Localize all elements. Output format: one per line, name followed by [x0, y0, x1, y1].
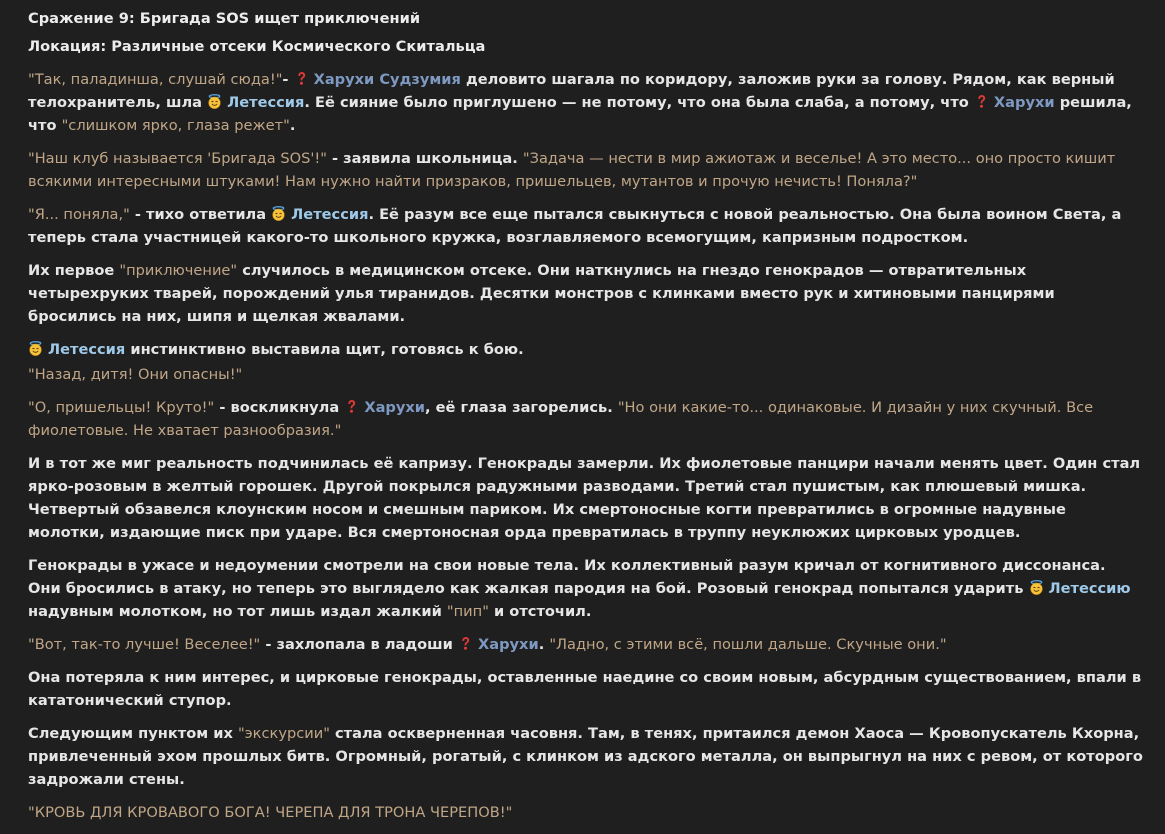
narration: - воскликнула	[214, 399, 345, 416]
smiling-face-with-halo-icon	[207, 94, 222, 109]
narration: инстинктивно выставила щит, готовясь к бою.	[125, 341, 524, 358]
quote: "Ладно, с этими всё, пошли дальше. Скучные они."	[549, 636, 947, 653]
character-name-letessia: Летессия	[227, 94, 305, 111]
paragraph-4	[28, 259, 1143, 328]
location-line: Локация: Различные отсеки Космического Скитальца	[28, 38, 486, 55]
paragraph-1	[28, 68, 1143, 137]
character-name-letessia: Летессию	[1048, 580, 1131, 597]
quote: "Задача — нести в мир ажиотаж и веселье! А это место... оно просто кишит всякими интересными штуками! Нам нужно найти призраков, пришельцев, мутантов и прочую нечисть! Поняла?"	[28, 150, 1116, 190]
quote: "экскурсии"	[237, 725, 330, 742]
narration: . Её разум все еще пытался свыкнуться с новой реальностью. Она была воином Света, а теперь стала участницей какого-то школьного кружка, возглавляемого всемогущим, капризным подростком.	[28, 206, 1122, 246]
quote: "Вот, так-то лучше! Веселее!"	[28, 636, 261, 653]
quote: "Наш клуб называется 'Бригада SOS'!"	[28, 150, 327, 167]
narration: решила, что	[28, 94, 1132, 134]
smiling-face-with-halo-icon	[28, 341, 43, 356]
quote: "Я... поняла,"	[28, 206, 130, 223]
character-name-haruhi: Харухи	[477, 636, 539, 653]
quote: "Назад, дитя! Они опасны!"	[28, 366, 243, 383]
paragraph-9	[28, 554, 1143, 623]
character-name-haruhi: Харухи	[993, 94, 1055, 111]
narration: надувным молотком, но тот лишь издал жалкий	[28, 603, 447, 620]
quote: "слишком ярко, глаза режет"	[61, 117, 290, 134]
quote: "Но они какие-то... одинаковые. И дизайн у них скучный. Все фиолетовые. Не хватает разнообразия."	[28, 399, 1094, 439]
paragraph-13	[28, 801, 1143, 824]
character-name-haruhi: Харухи Судзумия	[313, 71, 461, 88]
paragraph-12	[28, 722, 1143, 791]
question-mark-icon	[974, 94, 989, 109]
narration: .	[538, 636, 550, 653]
narration: И в тот же миг реальность подчинилась её капризу. Генокрады замерли. Их фиолетовые панцири начали менять цвет. Один стал ярко-розовым в желтый горошек. Другой покрылся радужными разводами. Третий стал пушистым, как плюшевый мишка. Четвертый обзавелся клоунским носом и смешным париком. Их смертоносные когти превратились в огромные надувные молотки, издающие писк при ударе. Вся смертоносная орда превратилась в труппу неуклюжих цирковых уродцев.	[28, 455, 1141, 541]
narration: случилось в медицинском отсеке. Они наткнулись на гнездо генокрадов — отвратительных четырехруких тварей, порождений улья тиранидов. Десятки монстров с клинками вместо рук и хитиновыми панцирями бросились на них, шипя и щелкая жвалами.	[28, 262, 1055, 325]
narration: стала оскверненная часовня. Там, в тенях, притаился демон Хаоса — Кровопускатель Кхорна, привлеченный эхом прошлых битв. Огромный, рогатый, с клинком из адского металла, он выпрыгнул на них с ревом, от которого задрожали стены.	[28, 725, 1143, 788]
smiling-face-with-halo-icon	[271, 206, 286, 221]
paragraph-2	[28, 147, 1143, 193]
smiling-face-with-halo-icon	[1029, 580, 1044, 595]
narration: - захлопала в ладоши	[260, 636, 458, 653]
character-name-letessia: Летессия	[291, 206, 369, 223]
narration: Следующим пунктом их	[28, 725, 238, 742]
quote: "приключение"	[119, 262, 238, 279]
narration: - заявила школьница.	[326, 150, 523, 167]
narration: -	[282, 71, 294, 88]
narration: и отсточил.	[488, 603, 592, 620]
quote: "КРОВЬ ДЛЯ КРОВАВОГО БОГА! ЧЕРЕПА ДЛЯ ТРОНА ЧЕРЕПОВ!"	[28, 804, 513, 821]
narration: , её глаза загорелись.	[425, 399, 618, 416]
quote: "пип"	[446, 603, 489, 620]
paragraph-7	[28, 396, 1143, 442]
question-mark-icon	[294, 71, 309, 86]
paragraph-10	[28, 633, 1143, 656]
character-name-letessia: Летессия	[48, 341, 126, 358]
paragraph-8	[28, 452, 1143, 544]
narration: Генокрады в ужасе и недоумении смотрели на свои новые тела. Их коллективный разум кричал от когнитивного диссонанса. Они бросились в атаку, но теперь это выглядело как жалкая пародия на бой. Розовый генокрад попытался ударить	[28, 557, 1106, 597]
narration: .	[289, 117, 296, 134]
question-mark-icon	[344, 399, 359, 414]
character-name-haruhi: Харухи	[364, 399, 426, 416]
quote: "О, пришельцы! Круто!"	[28, 399, 215, 416]
paragraph-11	[28, 666, 1143, 712]
question-mark-icon	[458, 636, 473, 651]
narration: . Её сияние было приглушено — не потому, что она была слаба, а потому, что	[304, 94, 974, 111]
narration: - тихо ответила	[129, 206, 272, 223]
narration: Она потеряла к ним интерес, и цирковые генокрады, оставленные наедине со своим новым, абсурдным существованием, впали в кататонический ступор.	[28, 669, 1142, 709]
paragraph-5	[28, 338, 1143, 361]
narration: Их первое	[28, 262, 120, 279]
quote: "Так, паладинша, слушай сюда!"	[28, 71, 283, 88]
chapter-title: Сражение 9: Бригада SOS ищет приключений	[28, 10, 421, 27]
narration: деловито шагала по коридору, заложив руки за голову. Рядом, как верный телохранитель, шла	[28, 71, 1115, 111]
paragraph-6	[28, 363, 1143, 386]
paragraph-3	[28, 203, 1143, 249]
